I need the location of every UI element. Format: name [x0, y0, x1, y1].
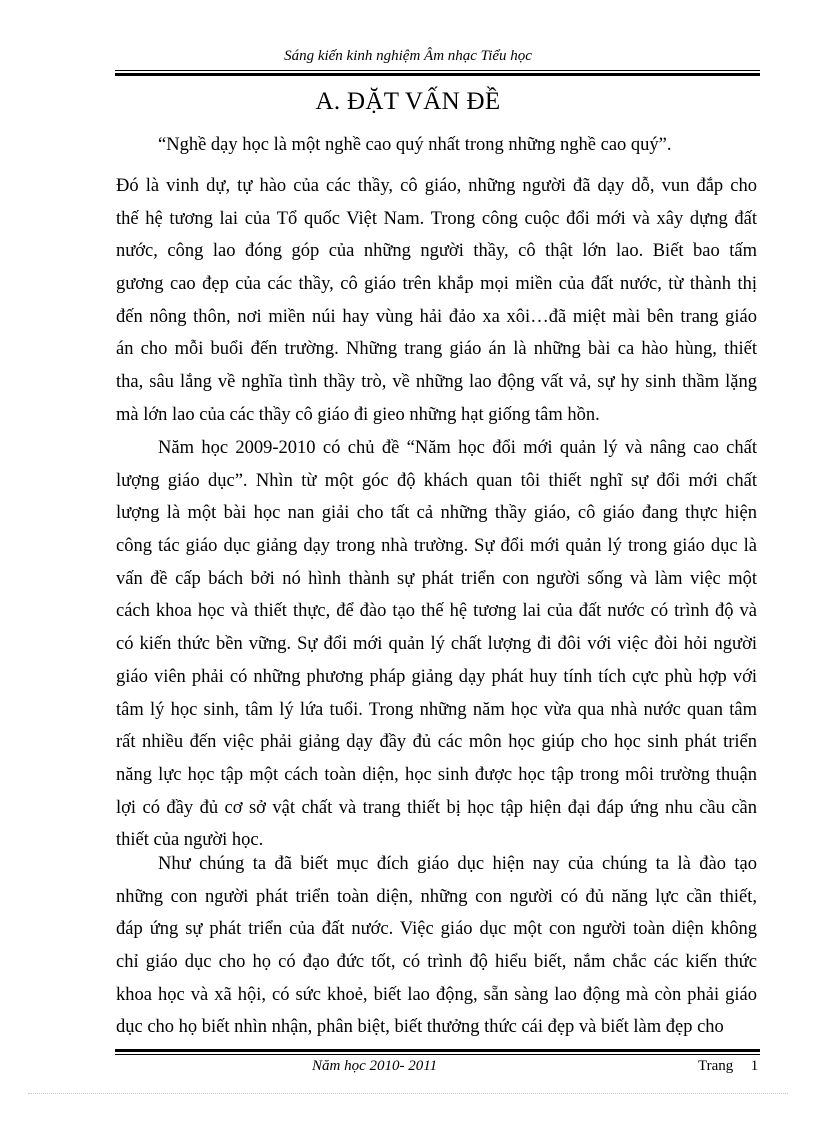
- footer-page: [698, 1058, 758, 1075]
- paragraph-line: đến nông thôn, nơi miền núi hay vùng hải đảo xa xôi…đã miệt mài bên trang giáo: [116, 306, 757, 327]
- paragraph-line: thế hệ tương lai của Tổ quốc Việt Nam. Trong công cuộc đổi mới và xây dựng đất: [116, 208, 757, 229]
- footer-rule-thick: [115, 1049, 760, 1052]
- paragraph-line: mà lớn lao của các thầy cô giáo đi gieo những hạt giống tâm hồn.: [116, 404, 600, 425]
- paragraph-3: [116, 848, 757, 1044]
- footer-school-year: Năm học 2010- 2011: [312, 1058, 438, 1074]
- paragraph-line: có kiến thức bền vững. Sự đổi mới quản lý chất lượng đi đôi với việc đòi hỏi người: [116, 634, 757, 655]
- paragraph-line: lượng giáo dục”. Nhìn từ một góc độ khách quan tôi thiết nghĩ sự đổi mới chất: [116, 470, 757, 491]
- paragraph-line: tha, sâu lắng về nghĩa tình thầy trò, về những lao động vất vả, sự hy sinh thầm lặng: [116, 372, 757, 393]
- paragraph-line: tâm lý học sinh, tâm lý lứa tuổi. Trong những năm học vừa qua nhà nước quan tâm: [116, 699, 757, 720]
- header-rule-thick: [115, 73, 760, 76]
- paragraph-line: gương cao đẹp của các thầy, cô giáo trên khắp mọi miền của đất nước, từ thành thị: [116, 274, 757, 295]
- paragraph-line: những con người phát triển toàn diện, những con người có đủ năng lực cần thiết,: [116, 886, 757, 907]
- footer-page-number: 1: [750, 1058, 759, 1074]
- paragraph-line: Như chúng ta đã biết mục đích giáo dục hiện nay của chúng ta là đào tạo: [158, 854, 757, 874]
- paragraph-line: khoa học và xã hội, có sức khoẻ, biết lao động, sẵn sàng lao động mà còn phải giáo: [116, 984, 757, 1005]
- paragraph-line: lợi có đầy đủ cơ sở vật chất và trang thiết bị học tập hiện đại đáp ứng nhu cầu cần: [116, 797, 757, 818]
- paragraph-2: [116, 432, 757, 857]
- paragraph-1: [116, 170, 757, 432]
- header-text: Sáng kiến kinh nghiệm Âm nhạc Tiểu học: [284, 48, 532, 64]
- page-bottom-dotted-line: [28, 1093, 788, 1094]
- paragraph-line: nước, công lao đóng góp của những người thầy, cô thật lớn lao. Biết bao tấm: [116, 241, 757, 262]
- paragraph-line: thiết của người học.: [116, 830, 264, 851]
- paragraph-line: dục cho họ biết nhìn nhận, phân biệt, biết thưởng thức cái đẹp và biết làm đẹp cho: [116, 1017, 724, 1038]
- paragraph-line: Năm học 2009-2010 có chủ đề “Năm học đổi mới quản lý và nâng cao chất: [158, 438, 757, 458]
- paragraph-line: cách khoa học và thiết thực, để đào tạo thế hệ tương lai của đất nước có trình độ và: [116, 601, 757, 622]
- paragraph-line: vấn đề cấp bách bởi nó hình thành sự phát triển con người sống và làm việc một: [116, 568, 757, 589]
- header-rule-thin: [115, 70, 760, 71]
- paragraph-line: Đó là vinh dự, tự hào của các thầy, cô giáo, những người đã dạy dỗ, vun đắp cho: [116, 176, 757, 196]
- paragraph-line: rất nhiều đến việc phải giảng dạy đầy đủ các môn học giúp cho học sinh phát triển: [116, 732, 757, 753]
- paragraph-line: giáo viên phải có những phương pháp giảng dạy phát huy tính tích cực phù hợp với: [116, 666, 757, 687]
- footer-page-label: Trang: [698, 1058, 734, 1074]
- paragraph-line: chỉ giáo dục cho họ có đạo đức tốt, có trình độ hiểu biết, nắm chắc các kiến thức: [116, 952, 757, 973]
- section-title: A. ĐẶT VẤN ĐỀ: [315, 88, 501, 115]
- paragraph-line: lượng là một bài học nan giải cho tất cả những thầy giáo, cô giáo đang thực hiện: [116, 503, 757, 524]
- paragraph-line: án cho mỗi buổi đến trường. Những trang giáo án là những bài ca hào hùng, thiết: [116, 339, 757, 360]
- paragraph-line: năng lực học tập một cách toàn diện, học sinh được học tập trong môi trường thuận: [116, 764, 757, 785]
- paragraph-line: đáp ứng sự phát triển của đất nước. Việc giáo dục một con người toàn diện không: [116, 919, 757, 940]
- opening-quote: “Nghề dạy học là một nghề cao quý nhất trong những nghề cao quý”.: [158, 135, 672, 155]
- footer-rule-thin: [115, 1054, 760, 1055]
- paragraph-line: công tác giáo dục giảng dạy trong nhà trường. Sự đổi mới quản lý trong giáo dục là: [116, 536, 757, 557]
